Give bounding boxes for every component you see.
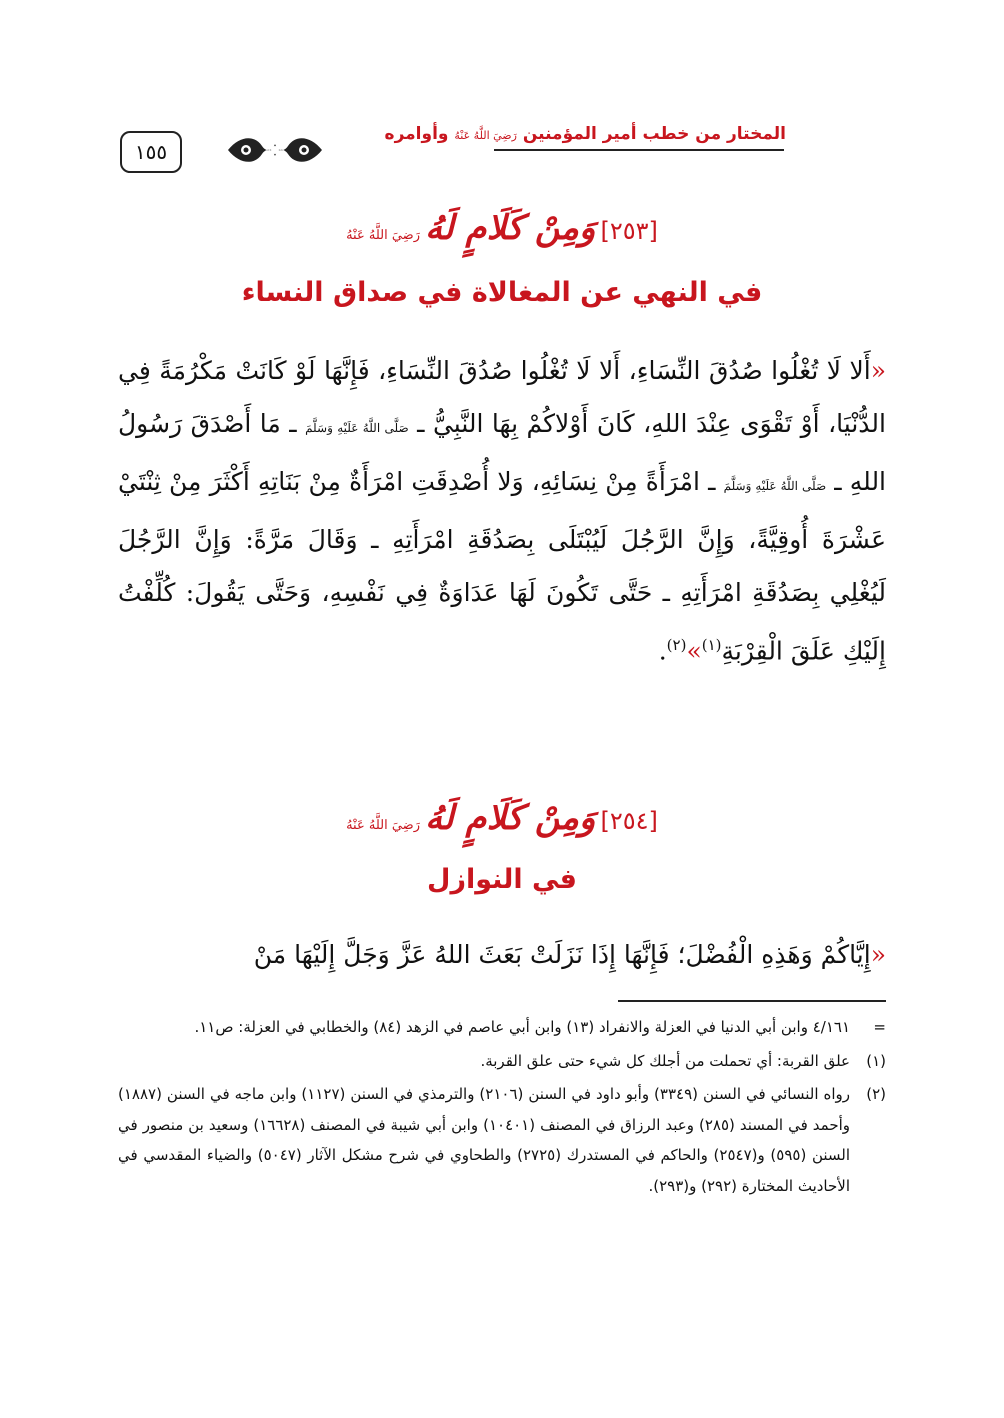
section-heading-254 — [0, 798, 1004, 838]
section-kalam: وَمِنْ كَلَامٍ لَهُ — [425, 208, 596, 248]
section-subheading-254: في النوازل — [427, 864, 577, 895]
footnote — [118, 1079, 886, 1201]
footnote — [118, 1012, 886, 1043]
section-number: [٢٥٤] — [600, 807, 658, 835]
footnote-rule — [618, 1000, 886, 1002]
section-subheading-253: في النهي عن المغالاة في صداق النساء — [241, 277, 763, 308]
section-heading-253 — [0, 208, 1004, 248]
section-kalam: وَمِنْ كَلَامٍ لَهُ — [425, 798, 596, 838]
footnote-text: رواه النسائي في السنن (٣٣٤٩) وأبو داود في السنن (٢١٠٦) والترمذي في السنن (١١٢٧) وابن ماجه في السنن (١٨٨٧) وأحمد في المسند (٢٨٥) وعبد الرزاق في المصنف (١٠٤٠١) وابن أبي شيبة في المصنف (١٦٦٢٨) وسعيد بن منصور في السنن (٥٩٥) و(٢٥٤٧) والحاكم في المستدرك (٢٧٢٥) والطحاوي في شرح مشكل الآثار (٥٠٤٧) والضياء المقدسي في الأحاديث المختارة (٢٩٢) و(٢٩٣). — [118, 1085, 851, 1195]
section-number: [٢٥٣] — [600, 217, 658, 245]
close-quote: » — [686, 636, 702, 666]
footnotes — [118, 1012, 886, 1201]
open-quote: « — [870, 356, 886, 385]
footnote-ref-1: (١) — [701, 636, 722, 654]
footnote-marker: (١) — [866, 1051, 886, 1070]
header-ornament-icon — [220, 130, 330, 170]
header-honorific: رَضِيَ اللَّهُ عَنْهُ — [454, 129, 517, 142]
text-part: ـ مَا أَصْدَقَ رَسُولُ اللهِ ـ — [118, 409, 887, 496]
page-number: ١٥٥ — [120, 131, 182, 173]
section-honorific: رَضِيَ اللَّهُ عَنْهُ — [346, 818, 420, 833]
text-part: أَلا لَا تُغْلُوا صُدُقَ النِّسَاءِ، أَلا لَا تُغْلُوا صُدُقَ النِّسَاءِ، فَإِنَّهَا لَوْ كَانَتْ مَكْرُمَةً فِي الدُّنْيَا، أَوْ تَقْوَى عِنْدَ اللهِ، كَانَ أَوْلاكُمْ بِهَا النَّبِيُّ ـ — [118, 356, 886, 438]
header-rule — [494, 149, 784, 151]
salla-honorific: صَلَّى اللَّهُ عَلَيْهِ وَسَلَّمَ — [723, 479, 827, 493]
header-title-text: المختار من خطب أمير المؤمنين — [522, 124, 786, 144]
end-punct: . — [658, 636, 667, 666]
section-honorific: رَضِيَ اللَّهُ عَنْهُ — [346, 228, 420, 243]
salla-honorific: صَلَّى اللَّهُ عَلَيْهِ وَسَلَّمَ — [305, 421, 409, 435]
header-title-suffix: وأوامره — [384, 124, 449, 144]
open-quote: « — [870, 940, 886, 969]
text-part: ـ امْرَأَةً مِنْ نِسَائِهِ، وَلا أُصْدِقَتِ امْرَأَةٌ مِنْ بَنَاتِهِ أَكْثَرَ مِنْ ثِنْتَيْ عَشْرَةَ أُوقِيَّةً، وَإِنَّ الرَّجُلَ لَيُبْتَلَى بِصَدُقَةِ امْرَأَتِهِ ـ وَقَالَ مَرَّةً: وَإِنَّ الرَّجُلَ لَيُغْلِي بِصَدُقَةِ امْرَأَتِهِ ـ حَتَّى تَكُونَ لَهَا عَدَاوَةٌ فِي نَفْسِهِ، وَحَتَّى يَقُولَ: كُلِّفْتُ إِلَيْكِ عَلَقَ الْقِرْبَةِ — [118, 467, 886, 666]
quote-text-253 — [118, 344, 886, 677]
footnote-text: علق القربة: أي تحملت من أجلك كل شيء حتى علق القربة. — [480, 1051, 850, 1070]
footnote-ref-2: (٢) — [666, 636, 687, 654]
footnote — [118, 1046, 886, 1077]
footnote-marker: = — [873, 1018, 886, 1036]
footnote-text: ٤/١٦١ وابن أبي الدنيا في العزلة والانفراد (١٣) وابن أبي عاصم في الزهد (٨٤) والخطابي في العزلة: ص١١. — [194, 1018, 850, 1036]
running-header-title — [384, 124, 786, 144]
quote-text-254 — [118, 928, 886, 981]
text-part: إِيَّاكُمْ وَهَذِهِ الْفُضْلَ؛ فَإِنَّهَا إِذَا نَزَلَتْ بَعَثَ اللهُ عَزَّ وَجَلَّ إِلَيْهَا مَنْ — [253, 940, 871, 969]
footnote-marker: (٢) — [866, 1085, 886, 1103]
